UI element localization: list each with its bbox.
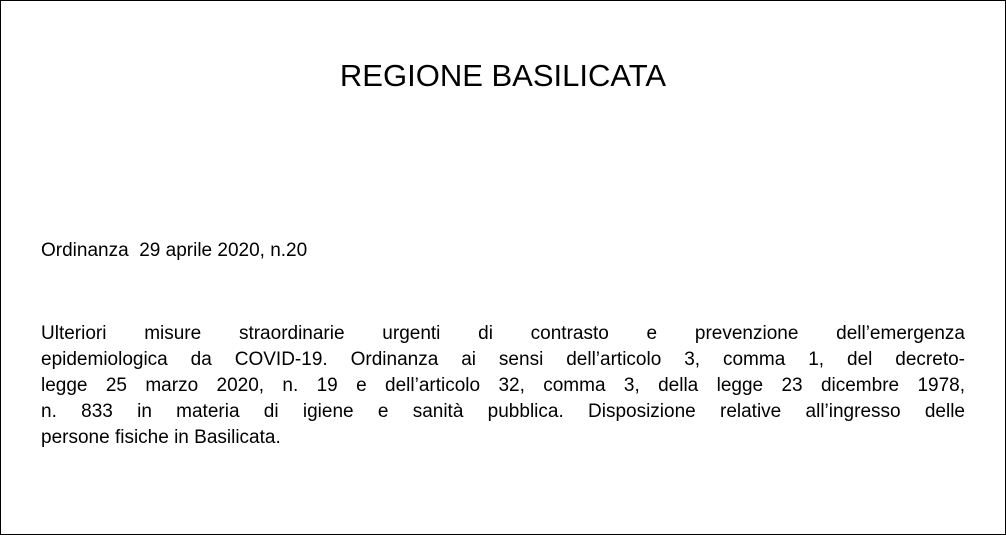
description-line: legge 25 marzo 2020, n. 19 e dell’articolo 32, comma 3, della legge 23 dicembre 1978, xyxy=(41,375,965,396)
region-heading: REGIONE BASILICATA xyxy=(339,58,667,93)
description-line: n. 833 in materia di igiene e sanità pubblica. Disposizione relative all’ingresso delle xyxy=(41,401,965,422)
ordinance-description xyxy=(41,321,965,451)
ordinance-reference: Ordinanza 29 aprile 2020, n.20 xyxy=(41,240,308,261)
description-line: persone fisiche in Basilicata. xyxy=(41,427,281,448)
description-line: epidemiologica da COVID-19. Ordinanza ai sensi dell’articolo 3, comma 1, del decreto- xyxy=(41,349,965,370)
description-line: Ulteriori misure straordinarie urgenti di contrasto e prevenzione dell’emergenza xyxy=(41,323,965,344)
